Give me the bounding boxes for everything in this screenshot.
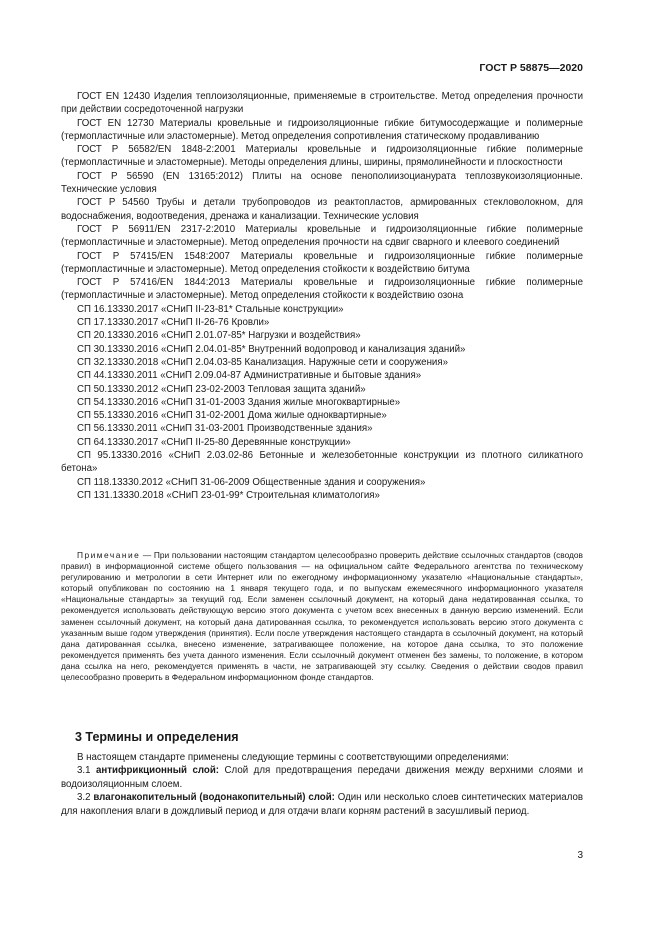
term-text: Слой для предотвращения передачи движения между верхними слоями и водоизоляционным слоем. <box>61 765 583 790</box>
references-note <box>61 550 583 683</box>
term-number: 3.1 <box>77 765 97 777</box>
reference-item: СП 30.13330.2016 «СНиП 2.04.01-85* Внутренний водопровод и канализация зданий» <box>77 343 466 355</box>
normative-references-list <box>61 90 583 502</box>
reference-item: СП 54.13330.2016 «СНиП 31-01-2003 Здания жилые многоквартирные» <box>77 396 401 408</box>
reference-item: ГОСТ Р 56582/EN 1848-2:2001 Материалы кровельные и гидроизоляционные гибкие полимерные (термопластичные и эластомерные). Методы определения длины, ширины, прямолинейности и плоскостности <box>61 144 583 169</box>
reference-item: ГОСТ Р 56911/EN 2317-2:2010 Материалы кровельные и гидроизоляционные гибкие полимерные (термопластичные и эластомерные). Метод определения прочности на сдвиг сварного и клеевого соединений <box>61 223 583 249</box>
term-definition <box>61 791 583 818</box>
term-text: Один или несколько слоев синтетических материалов для накопления влаги в дождливый период и для отдачи влаги корням растений в засушливый период. <box>61 792 583 817</box>
terms-section <box>61 751 583 818</box>
reference-item: ГОСТ Р 56590 (EN 13165:2012) Плиты на основе пенополиизоцианурата теплозвукоизоляционные. Технические условия <box>61 170 583 196</box>
reference-item: СП 50.13330.2012 «СНиП 23-02-2003 Тепловая защита зданий» <box>77 383 366 395</box>
reference-item: СП 16.13330.2017 «СНиП II-23-81* Стальные конструкции» <box>77 303 344 315</box>
terms-intro: В настоящем стандарте применены следующие термины с соответствующими определениями: <box>77 752 509 763</box>
reference-item: СП 55.13330.2016 «СНиП 31-02-2001 Дома жилые одноквартирные» <box>77 410 387 422</box>
note-text: — При пользовании настоящим стандартом целесообразно проверить действие ссылочных стандартов (сводов правил) в информационной системе общего пользования — на официальном сайте Федерального агентства по техническому регулированию и метрологии в сети Интернет или по ежегодному информационному указателю «Национальные стандарты», который опубликован по состоянию на 1 января текущего года, и по выпускам ежемесячного информационного указателя «Национальные стандарты» за текущий год. Если заменен ссылочный документ, на который дана недатированная ссылка, то рекомендуется использовать действующую версию этого документа с учетом всех внесенных в данную версию изменений. Если заменен ссылочный документ, на который дана датированная ссылка, то рекомендуется использовать версию этого документа с указанным выше годом утверждения (принятия). Если после утверждения настоящего стандарта в ссылочный документ, на который дана датированная ссылка, внесено изменение, затрагивающее положение, на которое дана ссылка, то это положение рекомендуется применять без учета данного изменения. Если ссылочный документ отменен без замены, то положение, в котором дана ссылка на него, рекомендуется применять в части, не затрагивающей эту ссылку. Сведения о действии сводов правил целесообразно проверить в Федеральном информационном фонде стандартов. <box>61 550 583 683</box>
reference-item: СП 32.13330.2018 «СНиП 2.04.03-85 Канализация. Наружные сети и сооружения» <box>77 356 448 368</box>
note-label: Примечание <box>77 550 141 560</box>
reference-item: ГОСТ EN 12730 Материалы кровельные и гидроизоляционные гибкие битумосодержащие и полимерные (термопластичные или эластомерные). Метод определения сопротивления статическому продавливанию <box>61 117 583 142</box>
reference-item: СП 64.13330.2017 «СНиП II-25-80 Деревянные конструкции» <box>77 436 351 448</box>
reference-item: ГОСТ EN 12430 Изделия теплоизоляционные, применяемые в строительстве. Метод определения прочности при действии сосредоточенной нагрузки <box>61 91 583 116</box>
reference-item: ГОСТ Р 57416/EN 1844:2013 Материалы кровельные и гидроизоляционные гибкие полимерные (термопластичные и эластомерные). Метод определения стойкости к воздействию озона <box>61 277 583 302</box>
term-name: влагонакопительный (водонакопительный) слой: <box>93 792 335 804</box>
reference-item: СП 20.13330.2016 «СНиП 2.01.07-85* Нагрузки и воздействия» <box>77 330 361 342</box>
reference-item: СП 95.13330.2016 «СНиП 2.03.02-86 Бетонные и железобетонные конструкции из плотного силикатного бетона» <box>61 450 583 475</box>
page-number: 3 <box>577 850 583 861</box>
reference-item: ГОСТ Р 57415/EN 1548:2007 Материалы кровельные и гидроизоляционные гибкие полимерные (термопластичные и эластомерные). Метод определения стойкости к воздействию битума <box>61 250 583 275</box>
reference-item: СП 56.13330.2011 «СНиП 31-03-2001 Производственные здания» <box>77 423 373 435</box>
reference-item: СП 131.13330.2018 «СНиП 23-01-99* Строительная климатология» <box>77 489 380 501</box>
term-definition <box>61 764 583 791</box>
reference-item: СП 44.13330.2011 «СНиП 2.09.04-87 Административные и бытовые здания» <box>77 370 422 382</box>
document-header: ГОСТ Р 58875—2020 <box>479 62 583 74</box>
section-title: 3 Термины и определения <box>75 730 239 744</box>
term-number: 3.2 <box>77 792 94 804</box>
reference-item: СП 17.13330.2017 «СНиП II-26-76 Кровли» <box>77 317 270 329</box>
reference-item: ГОСТ Р 54560 Трубы и детали трубопроводов из реактопластов, армированных стекловолокном, для водоснабжения, водоотведения, дренажа и канализации. Технические условия <box>61 197 583 222</box>
reference-item: СП 118.13330.2012 «СНиП 31-06-2009 Общественные здания и сооружения» <box>77 476 426 488</box>
term-name: антифрикционный слой: <box>96 765 219 777</box>
